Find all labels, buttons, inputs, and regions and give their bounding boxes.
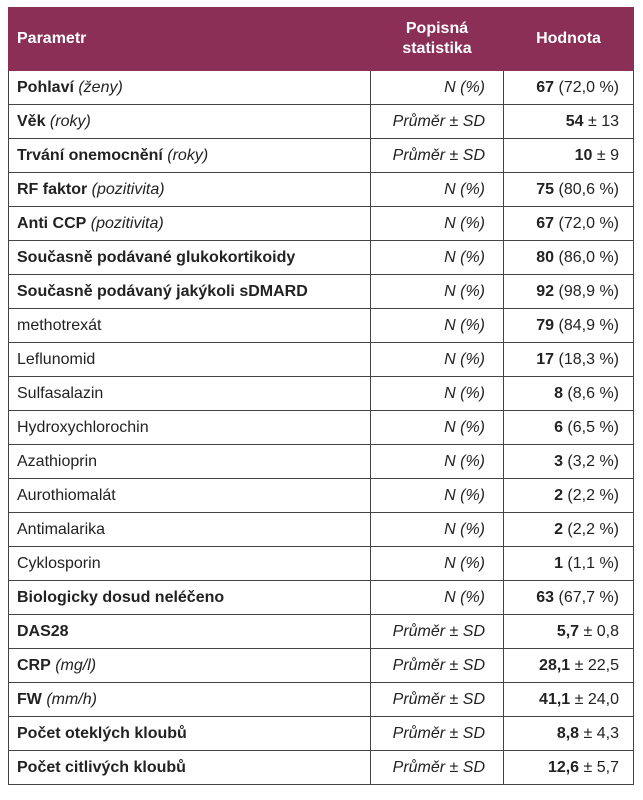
parameter-name: Současně podávaný jakýkoli sDMARD bbox=[17, 282, 308, 300]
statistic-cell: N (%) bbox=[371, 241, 504, 275]
parameter-cell bbox=[9, 649, 371, 683]
table-body bbox=[9, 71, 634, 785]
value-cell bbox=[504, 513, 634, 547]
parameter-name: methotrexát bbox=[17, 316, 102, 334]
value-detail: (1,1 %) bbox=[562, 554, 619, 572]
parameter-name: Počet citlivých kloubů bbox=[17, 758, 186, 776]
parameter-cell bbox=[9, 377, 371, 411]
parameter-name: FW bbox=[17, 690, 42, 708]
value-detail: (8,6 %) bbox=[562, 384, 619, 402]
statistic-cell: Průměr ± SD bbox=[371, 683, 504, 717]
statistic-cell: N (%) bbox=[371, 71, 504, 105]
parameter-cell bbox=[9, 343, 371, 377]
value-main: 10 bbox=[574, 146, 593, 164]
value-main: 67 bbox=[536, 78, 555, 96]
table-row bbox=[9, 649, 634, 683]
table-row bbox=[9, 241, 634, 275]
value-cell bbox=[504, 683, 634, 717]
statistic-cell: Průměr ± SD bbox=[371, 615, 504, 649]
parameter-name: CRP bbox=[17, 656, 51, 674]
parameter-name: Počet oteklých kloubů bbox=[17, 724, 187, 742]
value-main: 80 bbox=[536, 248, 555, 266]
statistic-cell: N (%) bbox=[371, 173, 504, 207]
statistic-cell: Průměr ± SD bbox=[371, 717, 504, 751]
parameter-cell bbox=[9, 445, 371, 479]
statistic-cell: Průměr ± SD bbox=[371, 139, 504, 173]
table-row bbox=[9, 139, 634, 173]
value-cell bbox=[504, 479, 634, 513]
statistic-cell: Průměr ± SD bbox=[371, 105, 504, 139]
value-detail: ± 13 bbox=[583, 112, 619, 130]
value-cell bbox=[504, 309, 634, 343]
parameter-name: Biologicky dosud neléčeno bbox=[17, 588, 225, 606]
value-detail: ± 22,5 bbox=[570, 656, 619, 674]
parameter-name: Leflunomid bbox=[17, 350, 96, 368]
value-main: 6 bbox=[554, 418, 563, 436]
parameter-cell bbox=[9, 513, 371, 547]
statistic-cell: N (%) bbox=[371, 479, 504, 513]
value-main: 12,6 bbox=[547, 758, 580, 776]
parameter-name: Současně podávané glukokortikoidy bbox=[17, 248, 296, 266]
value-detail: ± 5,7 bbox=[579, 758, 619, 776]
value-detail: (18,3 %) bbox=[554, 350, 619, 368]
parameter-cell bbox=[9, 615, 371, 649]
statistic-cell: N (%) bbox=[371, 411, 504, 445]
value-main: 2 bbox=[554, 520, 563, 538]
value-cell bbox=[504, 751, 634, 785]
parameter-unit: (pozitivita) bbox=[86, 214, 164, 232]
value-cell bbox=[504, 377, 634, 411]
parameter-unit: (roky) bbox=[45, 112, 91, 130]
parameter-cell bbox=[9, 309, 371, 343]
table-row bbox=[9, 479, 634, 513]
value-detail: (72,0 %) bbox=[554, 78, 619, 96]
value-main: 79 bbox=[536, 316, 555, 334]
statistic-cell: N (%) bbox=[371, 445, 504, 479]
value-detail: (80,6 %) bbox=[554, 180, 619, 198]
parameter-cell bbox=[9, 581, 371, 615]
value-main: 92 bbox=[536, 282, 555, 300]
table-row bbox=[9, 547, 634, 581]
value-main: 5,7 bbox=[556, 622, 580, 640]
data-table-container bbox=[8, 7, 633, 785]
parameter-name: Antimalarika bbox=[17, 520, 106, 538]
value-detail: ± 24,0 bbox=[570, 690, 619, 708]
table-row bbox=[9, 717, 634, 751]
statistic-cell: N (%) bbox=[371, 377, 504, 411]
value-main: 2 bbox=[554, 486, 563, 504]
value-detail: (98,9 %) bbox=[554, 282, 619, 300]
value-detail: (6,5 %) bbox=[562, 418, 619, 436]
statistic-cell: N (%) bbox=[371, 309, 504, 343]
parameter-cell bbox=[9, 207, 371, 241]
parameter-cell bbox=[9, 139, 371, 173]
value-detail: (72,0 %) bbox=[554, 214, 619, 232]
parameter-unit: (ženy) bbox=[73, 78, 123, 96]
header-popisna-statistika-text: Popisná statistika bbox=[402, 20, 472, 57]
table-row bbox=[9, 377, 634, 411]
table-row bbox=[9, 309, 634, 343]
parameter-name: Hydroxychlorochin bbox=[17, 418, 149, 436]
parameter-cell bbox=[9, 717, 371, 751]
value-main: 63 bbox=[536, 588, 555, 606]
parameter-unit: (roky) bbox=[162, 146, 209, 164]
header-parametr: Parametr bbox=[9, 8, 371, 71]
parameter-cell bbox=[9, 105, 371, 139]
value-detail: ± 9 bbox=[592, 146, 619, 164]
value-cell bbox=[504, 615, 634, 649]
table-row bbox=[9, 581, 634, 615]
parameter-name: Pohlaví bbox=[17, 78, 74, 96]
value-main: 75 bbox=[536, 180, 555, 198]
parameter-cell bbox=[9, 71, 371, 105]
parameter-name: Anti CCP bbox=[17, 214, 87, 232]
parameters-table bbox=[8, 7, 634, 785]
parameter-name: Věk bbox=[17, 112, 46, 130]
table-row bbox=[9, 275, 634, 309]
header-popisna-statistika bbox=[371, 8, 504, 71]
statistic-cell: N (%) bbox=[371, 513, 504, 547]
statistic-cell: N (%) bbox=[371, 275, 504, 309]
statistic-cell: Průměr ± SD bbox=[371, 649, 504, 683]
table-row bbox=[9, 343, 634, 377]
parameter-cell bbox=[9, 275, 371, 309]
value-cell bbox=[504, 241, 634, 275]
value-main: 8 bbox=[554, 384, 563, 402]
value-detail: ± 0,8 bbox=[579, 622, 619, 640]
parameter-name: Trvání onemocnění bbox=[17, 146, 163, 164]
statistic-cell: Průměr ± SD bbox=[371, 751, 504, 785]
value-cell bbox=[504, 717, 634, 751]
value-cell bbox=[504, 71, 634, 105]
table-row bbox=[9, 445, 634, 479]
value-cell bbox=[504, 547, 634, 581]
value-main: 1 bbox=[554, 554, 563, 572]
statistic-cell: N (%) bbox=[371, 207, 504, 241]
parameter-cell bbox=[9, 479, 371, 513]
value-detail: (2,2 %) bbox=[562, 486, 619, 504]
value-cell bbox=[504, 411, 634, 445]
table-row bbox=[9, 751, 634, 785]
value-cell bbox=[504, 649, 634, 683]
value-main: 54 bbox=[565, 112, 584, 130]
parameter-cell bbox=[9, 241, 371, 275]
table-row bbox=[9, 105, 634, 139]
value-cell bbox=[504, 581, 634, 615]
value-main: 41,1 bbox=[539, 690, 571, 708]
value-detail: (67,7 %) bbox=[554, 588, 619, 606]
value-cell bbox=[504, 173, 634, 207]
parameter-name: Cyklosporin bbox=[17, 554, 101, 572]
value-cell bbox=[504, 445, 634, 479]
statistic-cell: N (%) bbox=[371, 547, 504, 581]
table-row bbox=[9, 71, 634, 105]
parameter-name: Aurothiomalát bbox=[17, 486, 116, 504]
value-detail: (2,2 %) bbox=[562, 520, 619, 538]
value-main: 8,8 bbox=[556, 724, 580, 742]
statistic-cell: N (%) bbox=[371, 581, 504, 615]
parameter-cell bbox=[9, 683, 371, 717]
table-row bbox=[9, 207, 634, 241]
header-hodnota: Hodnota bbox=[504, 8, 634, 71]
parameter-unit: (pozitivita) bbox=[87, 180, 165, 198]
value-cell bbox=[504, 343, 634, 377]
value-cell bbox=[504, 207, 634, 241]
value-detail: (84,9 %) bbox=[554, 316, 619, 334]
parameter-name: RF faktor bbox=[17, 180, 88, 198]
value-detail: ± 4,3 bbox=[579, 724, 619, 742]
parameter-unit: (mg/l) bbox=[50, 656, 97, 674]
parameter-unit: (mm/h) bbox=[41, 690, 97, 708]
table-row bbox=[9, 615, 634, 649]
value-main: 67 bbox=[536, 214, 555, 232]
value-main: 17 bbox=[536, 350, 555, 368]
table-header-row bbox=[9, 8, 634, 71]
table-row bbox=[9, 173, 634, 207]
parameter-name: Sulfasalazin bbox=[17, 384, 104, 402]
value-main: 3 bbox=[554, 452, 563, 470]
value-cell bbox=[504, 105, 634, 139]
parameter-cell bbox=[9, 547, 371, 581]
parameter-cell bbox=[9, 411, 371, 445]
parameter-cell bbox=[9, 173, 371, 207]
value-detail: (86,0 %) bbox=[554, 248, 619, 266]
value-cell bbox=[504, 139, 634, 173]
table-row bbox=[9, 513, 634, 547]
table-row bbox=[9, 411, 634, 445]
statistic-cell: N (%) bbox=[371, 343, 504, 377]
parameter-cell bbox=[9, 751, 371, 785]
value-cell bbox=[504, 275, 634, 309]
parameter-name: DAS28 bbox=[17, 622, 69, 640]
value-detail: (3,2 %) bbox=[562, 452, 619, 470]
value-main: 28,1 bbox=[539, 656, 571, 674]
table-row bbox=[9, 683, 634, 717]
parameter-name: Azathioprin bbox=[17, 452, 98, 470]
